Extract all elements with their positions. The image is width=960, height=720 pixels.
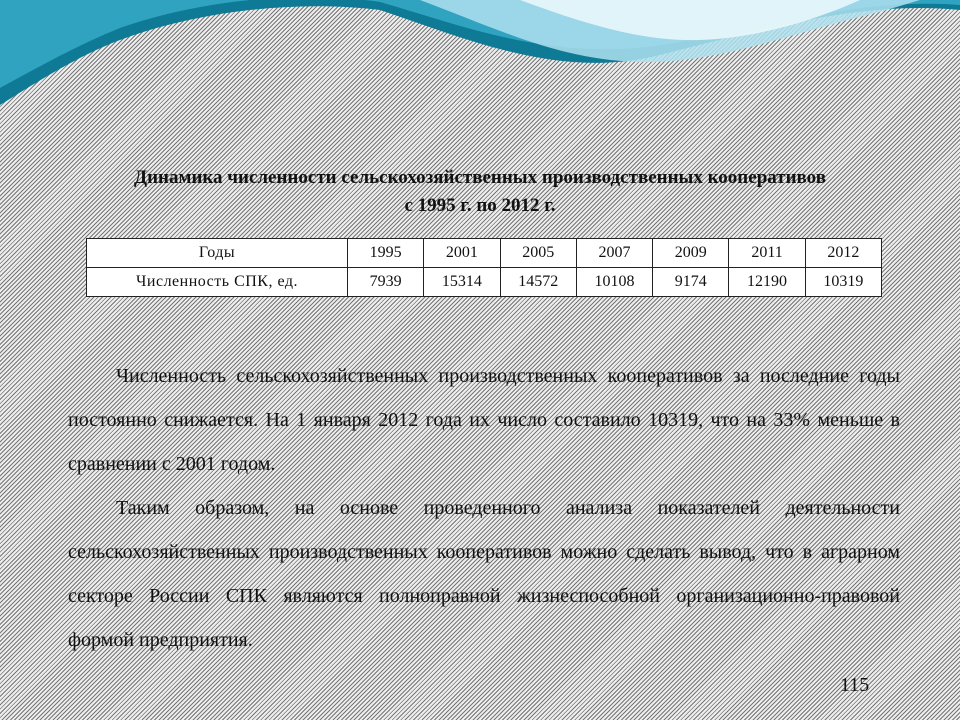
paragraph-conclusion: Таким образом, на основе проведенного анализа показателей деятельности сельскохозяйственных производственных кооперативов можно сделать вывод, что в аграрном секторе России СПК являются полноправной жизнеспособной организационно-правовой формой предприятия.: [68, 497, 900, 651]
table-cell: 2007: [576, 239, 652, 268]
table-cell: 2012: [805, 239, 881, 268]
table-cell: 1995: [348, 239, 424, 268]
table-cell: 2009: [653, 239, 729, 268]
title-line-1: Динамика численности сельскохозяйственных производственных кооперативов: [134, 167, 826, 188]
table-cell: 2001: [424, 239, 500, 268]
row-label-count: Численность СПК, ед.: [87, 268, 348, 297]
title-line-2: с 1995 г. по 2012 г.: [404, 195, 556, 216]
decorative-wave: [0, 0, 960, 150]
table-cell: 2005: [500, 239, 576, 268]
paragraph-decline: Численность сельскохозяйственных производственных кооперативов за последние годы постоянно снижается. На 1 января 2012 года их число составило 10319, что на 33% меньше в сравнении с 2001 годом.: [68, 365, 900, 475]
table-cell: 2011: [729, 239, 805, 268]
table-title: [40, 164, 920, 220]
table-cell: 12190: [729, 268, 805, 297]
cooperatives-table: [86, 238, 882, 297]
table-cell: 14572: [500, 268, 576, 297]
table-row-count: [87, 268, 882, 297]
row-label-years: Годы: [87, 239, 348, 268]
table-cell: 10319: [805, 268, 881, 297]
page-number: 115: [840, 674, 870, 696]
table-cell: 9174: [653, 268, 729, 297]
table-row-years: [87, 239, 882, 268]
table-cell: 10108: [576, 268, 652, 297]
table-cell: 15314: [424, 268, 500, 297]
table-cell: 7939: [348, 268, 424, 297]
